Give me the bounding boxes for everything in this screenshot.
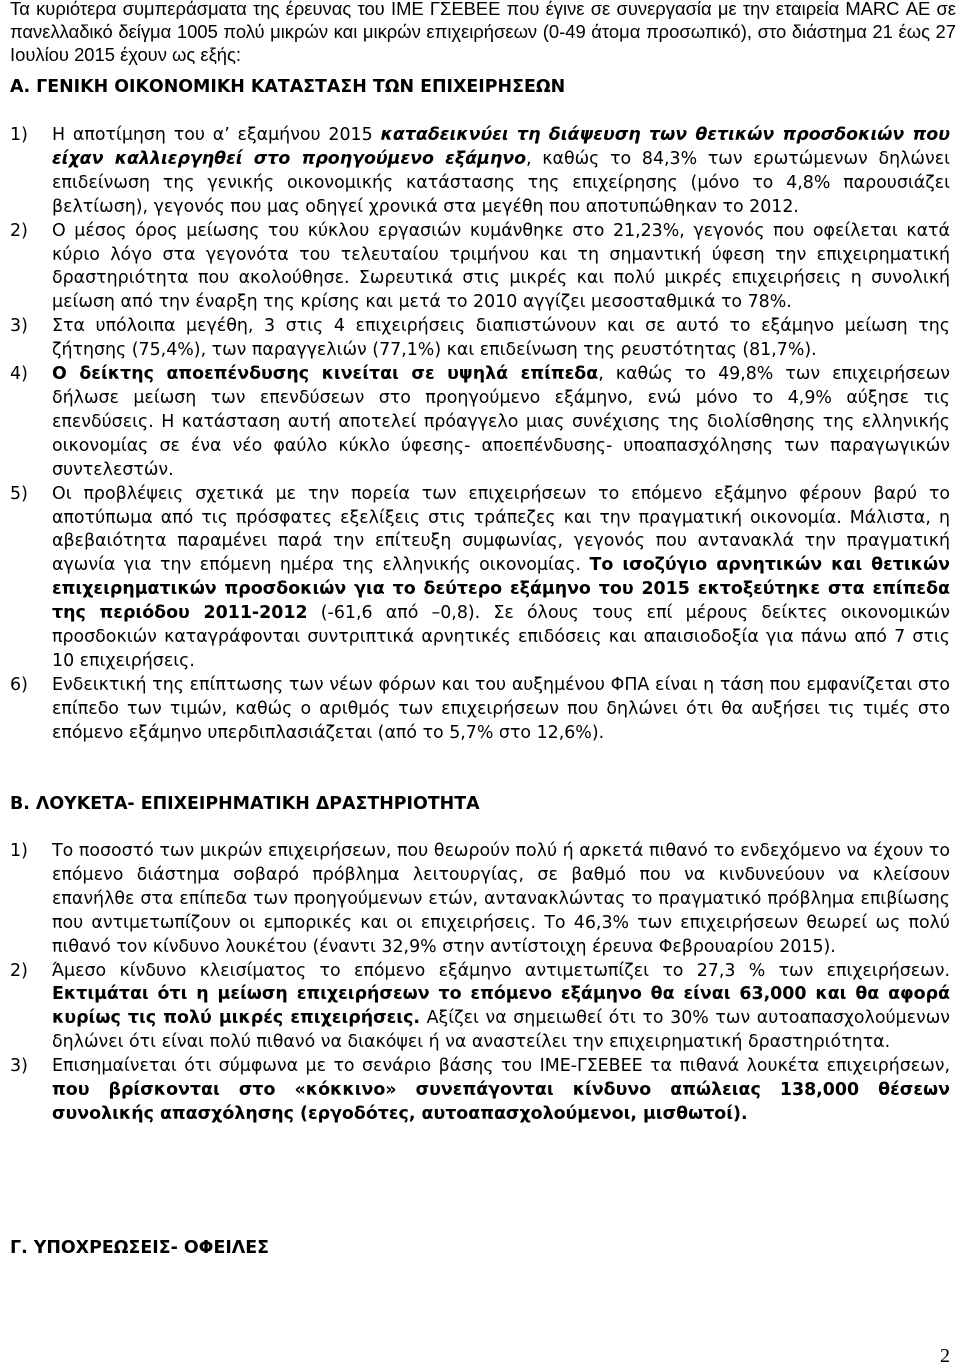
list-item [10, 960, 950, 1056]
item-text: Άμεσο κίνδυνο κλεισίματος το επόμενο εξάμηνο αντιμετωπίζει το 27,3 % των επιχειρήσεων. Εκτιμάται ότι η μείωση επιχειρήσεων το επόμενο εξάμηνο θα είναι 63,000 και θα αφορά κυρίως τις πολύ μικρές επιχειρήσεις. Αξίζει να σημειωθεί ότι το 30% των αυτοαπασχολούμενων δηλώνει ότι είναι πολύ πιθανό να διακόψει ή να αναστείλει την επιχειρηματική δραστηριότητα. [52, 960, 950, 1053]
item-text: Ο μέσος όρος μείωσης του κύκλου εργασιών κυμάνθηκε στο 21,23%, γεγονός που οφείλεται κατά κύριο λόγο στα γεγονότα του τελευταίου τριμήνου και τη σημαντική ύφεση την επιχειρηματική δραστηριότητα που ακολούθησε. Σωρευτικά στις μικρές και πολύ μικρές επιχειρήσεις η συνολική μείωση από την έναρξη της κρίσης και μετά το 2010 αγγίζει μεσοσταθμικά το 78%. [52, 220, 950, 313]
section-c-heading: Γ. ΥΠΟΧΡΕΩΣΕΙΣ- ΟΦΕΙΛΕΣ [10, 1238, 270, 1258]
intro-paragraph: Τα κυριότερα συμπεράσματα της έρευνας του ΙΜΕ ΓΣΕΒΕΕ που έγινε σε συνεργασία με την εταιρεία MARC ΑΕ σε πανελλαδικό δείγμα 1005 πολύ μικρών και μικρών επιχειρήσεων (0-49 άτομα προσωπικό), στο διάστημα 21 έως 27 Ιουλίου 2015 έχουν ως εξής: [10, 0, 956, 65]
section-a-list [10, 124, 950, 746]
item-number: 2) [10, 960, 28, 981]
item-number: 4) [10, 364, 28, 385]
page-number: 2 [940, 1345, 950, 1367]
list-item [10, 315, 950, 363]
list-item [10, 124, 950, 220]
section-b-list [10, 840, 950, 1127]
list-item [10, 1055, 950, 1127]
item-text: Επισημαίνεται ότι σύμφωνα με το σενάριο βάσης του ΙΜΕ-ΓΣΕΒΕΕ τα πιθανά λουκέτα επιχειρήσεων, που βρίσκονται στο «κόκκινο» συνεπάγονται κίνδυνο απώλειας 138,000 θέσεων συνολικής απασχόλησης (εργοδότες, αυτοαπασχολούμενοι, μισθωτοί). [52, 1056, 950, 1124]
item-number: 5) [10, 483, 28, 504]
list-item [10, 483, 950, 674]
item-text: Οι προβλέψεις σχετικά με την πορεία των επιχειρήσεων το επόμενο εξάμηνο φέρουν βαρύ το αποτύπωμα από τις πρόσφατες εξελίξεις στις τράπεζες και την πραγματική οικονομία. Μάλιστα, η αβεβαιότητα παραμένει παρά την επίτευξη συμφωνίας, γεγονός που αντανακλά την πραγματική αγωνία για την επόμενη ημέρα της ελληνικής οικονομίας. Το ισοζύγιο αρνητικών και θετικών επιχειρηματικών προσδοκιών για το δεύτερο εξάμηνο του 2015 εκτοξεύτηκε στα επίπεδα της περιόδου 2011-2012 (-61,6 από –0,8). Σε όλους τους επί μέρους δείκτες οικονομικών προσδοκιών καταγράφονται συντριπτικά αρνητικές επιδόσεις και απαισιοδοξία για πάνω από 7 στις 10 επιχειρήσεις. [52, 483, 950, 671]
list-item [10, 840, 950, 960]
item-text: Ο δείκτης αποεπένδυσης κινείται σε υψηλά επίπεδα, καθώς το 49,8% των επιχειρήσεων δήλωσε μείωση των επενδύσεων στο προηγούμενο εξάμηνο, ενώ μόνο το 4,9% αύξησε τις επενδύσεις. Η κατάσταση αυτή αποτελεί πρόαγγελο μιας συνέχισης της διολίσθησης της ελληνικής οικονομίας σε ένα νέο φαύλο κύκλο ύφεσης- αποεπένδυσης- υποαπασχόλησης των παραγωγικών συντελεστών. [52, 364, 950, 480]
item-text: Ενδεικτική της επίπτωσης των νέων φόρων και του αυξημένου ΦΠΑ είναι η τάση που εμφανίζεται στο επίπεδο των τιμών, καθώς ο αριθμός των επιχειρήσεων που δηλώνει ότι θα αυξήσει τις τιμές στο επόμενο εξάμηνο υπερδιπλασιάζεται (από το 5,7% στο 12,6%). [52, 674, 950, 743]
section-b-heading: Β. ΛΟΥΚΕΤΑ- ΕΠΙΧΕΙΡΗΜΑΤΙΚΗ ΔΡΑΣΤΗΡΙΟΤΗΤΑ [10, 794, 480, 814]
item-number: 3) [10, 316, 28, 337]
item-text: Στα υπόλοιπα μεγέθη, 3 στις 4 επιχειρήσεις διαπιστώνουν και σε αυτό το εξάμηνο μείωση της ζήτησης (75,4%), των παραγγελιών (77,1%) και επιδείνωση της ρευστότητας (81,7%). [52, 316, 950, 361]
item-text: Η αποτίμηση του α’ εξαμήνου 2015 καταδεικνύει τη διάψευση των θετικών προσδοκιών που είχαν καλλιεργηθεί στο προηγούμενο εξάμηνο, καθώς το 84,3% των ερωτώμενων δηλώνει επιδείνωση της γενικής οικονομικής κατάστασης της επιχείρησης (μόνο το 4,8% παρουσιάζει βελτίωση), γεγονός που μας οδηγεί χρονικά στα μεγέθη που αποτυπώθηκαν το 2012. [52, 125, 950, 217]
item-number: 1) [10, 125, 28, 145]
item-number: 6) [10, 674, 28, 695]
item-text: Το ποσοστό των μικρών επιχειρήσεων, που θεωρούν πολύ ή αρκετά πιθανό το ενδεχόμενο να έχουν το επόμενο διάστημα σοβαρό πρόβλημα λειτουργίας, σε βαθμό που να κινδυνεύουν να κλείσουν επανήλθε στα επίπεδα των προηγούμενων ετών, αντανακλώντας το πραγματικό πρόβλημα επιβίωσης που αντιμετωπίζουν οι εμπορικές και οι επιχειρήσεις. Το 46,3% των επιχειρήσεων θεωρεί ως πολύ πιθανό τον κίνδυνο λουκέτου (έναντι 32,9% στην αντίστοιχη έρευνα Φεβρουαρίου 2015). [52, 841, 950, 957]
item-number: 3) [10, 1056, 28, 1077]
item-number: 2) [10, 220, 28, 241]
list-item [10, 220, 950, 316]
section-a-heading: Α. ΓΕΝΙΚΗ ΟΙΚΟΝΟΜΙΚΗ ΚΑΤΑΣΤΑΣΗ ΤΩΝ ΕΠΙΧΕΙΡΗΣΕΩΝ [10, 77, 566, 97]
item-number: 1) [10, 841, 28, 861]
list-item [10, 674, 950, 746]
list-item [10, 363, 950, 483]
